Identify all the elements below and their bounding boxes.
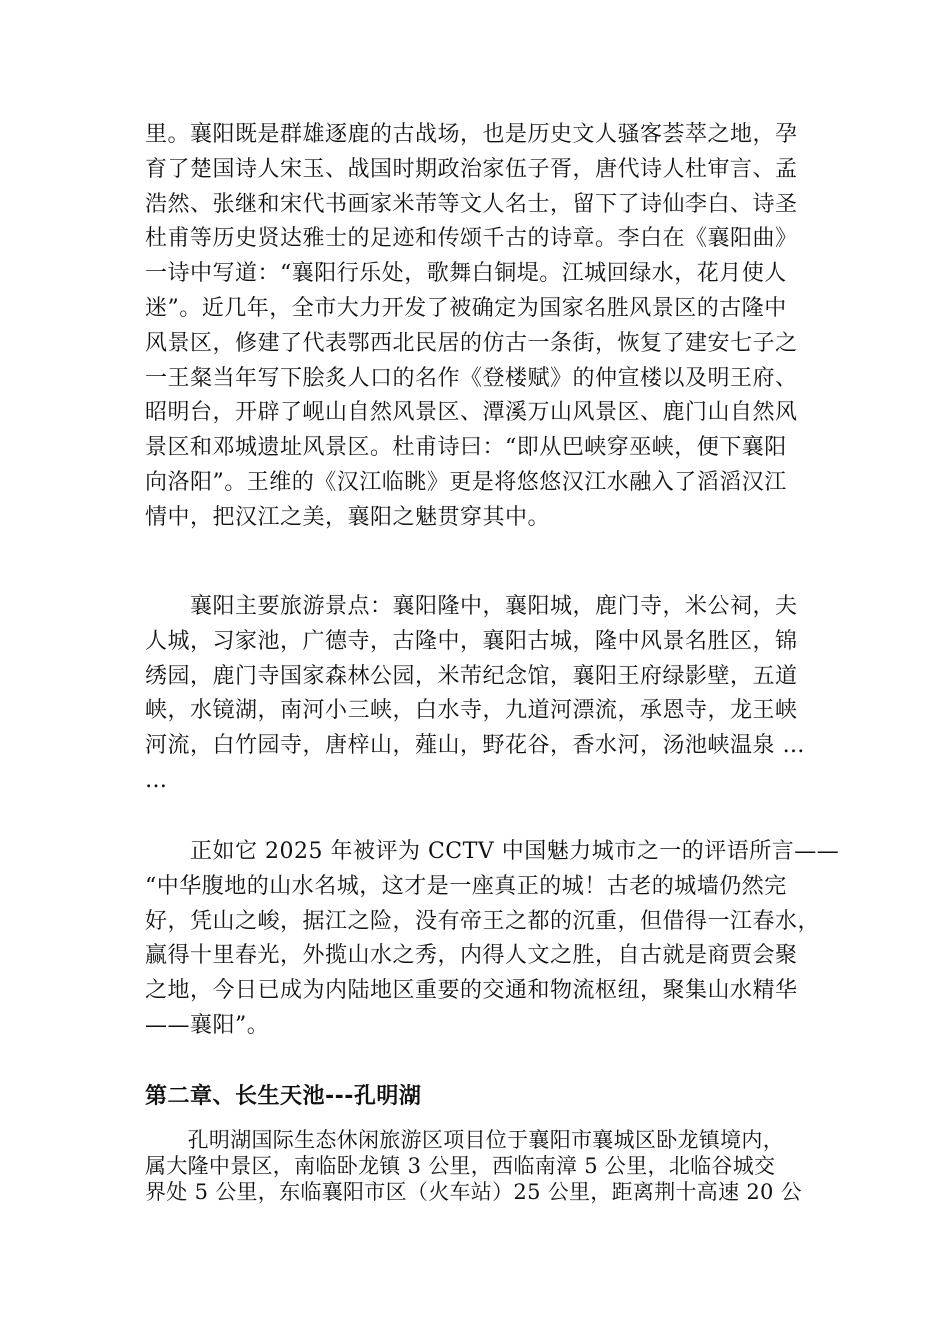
text-line: 情中，把汉江之美，襄阳之魅贯穿其中。: [145, 504, 551, 530]
paragraph-cctv-quote: [145, 835, 840, 1044]
text-line: “中华腹地的山水名城，这才是一座真正的城！古老的城墙仍然完: [145, 873, 787, 899]
text-line: 风景区，修建了代表鄂西北民居的仿古一条街，恢复了建安七子之: [145, 330, 798, 356]
text-line: 迷”。近几年，全市大力开发了被确定为国家名胜风景区的古隆中: [145, 295, 787, 321]
text-line: 一王粲当年写下脍炙人口的名作《登楼赋》的仲宣楼以及明王府、: [145, 365, 798, 391]
text-line: 孔明湖国际生态休闲旅游区项目位于襄阳市襄城区卧龙镇境内，: [145, 1128, 784, 1152]
text-line: 里。襄阳既是群雄逐鹿的古战场，也是历史文人骚客荟萃之地，孕: [145, 122, 798, 147]
text-line: 绣园，鹿门寺国家森林公园，米芾纪念馆，襄阳王府绿影壁，五道: [145, 663, 798, 689]
text-line: 一诗中写道：“襄阳行乐处，歌舞白铜堤。江城回绿水，花月使人: [145, 261, 787, 287]
text-line: 人城，习家池，广德寺，古隆中，襄阳古城，隆中风景名胜区，锦: [145, 628, 798, 654]
text-line: 河流，白竹园寺，唐梓山，薤山，野花谷，香水河，汤池峡温泉 …: [145, 733, 805, 759]
text-line: 正如它 2025 年被评为 CCTV 中国魅力城市之一的评语所言——: [145, 839, 840, 864]
text-line: 之地，今日已成为内陆地区重要的交通和物流枢纽，聚集山水精华: [145, 978, 798, 1004]
paragraph-attractions: [145, 590, 805, 799]
text-line: 属大隆中景区，南临卧龙镇 3 公里，西临南漳 5 公里，北临谷城交: [145, 1154, 776, 1178]
text-line: 浩然、张继和宋代书画家米芾等文人名士，留下了诗仙李白、诗圣: [145, 191, 798, 217]
text-line: 赢得十里春光，外揽山水之秀，内得人文之胜，自古就是商贾会聚: [145, 943, 798, 969]
text-line: 杜甫等历史贤达雅士的足迹和传颂千古的诗章。李白在《襄阳曲》: [145, 226, 798, 252]
text-line: 景区和邓城遗址风景区。杜甫诗曰：“即从巴峡穿巫峡，便下襄阳: [145, 435, 787, 461]
chapter-heading: 第二章、长生天池---孔明湖: [145, 1084, 422, 1109]
text-line: 襄阳主要旅游景点：襄阳隆中，襄阳城，鹿门寺，米公祠，夫: [145, 594, 798, 619]
text-line: …: [145, 767, 168, 793]
text-line: 育了楚国诗人宋玉、战国时期政治家伍子胥，唐代诗人杜审言、孟: [145, 156, 798, 182]
text-line: 昭明台，开辟了岘山自然风景区、潭溪万山风景区、鹿门山自然风: [145, 400, 798, 426]
text-line: 好，凭山之峻，据江之险，没有帝王之都的沉重，但借得一江春水，: [145, 908, 821, 934]
paragraph-kongming-lake: [145, 1127, 805, 1205]
text-line: 界处 5 公里，东临襄阳市区（火车站）25 公里，距离荆十高速 20 公: [145, 1180, 802, 1204]
paragraph-history: [145, 118, 798, 536]
text-line: 向洛阳”。王维的《汉江临眺》更是将悠悠汉江水融入了滔滔汉江: [145, 469, 787, 495]
text-line: 峡，水镜湖，南河小三峡，白水寺，九道河漂流，承恩寺，龙王峡: [145, 698, 798, 724]
text-line: ——襄阳”。: [145, 1012, 270, 1038]
